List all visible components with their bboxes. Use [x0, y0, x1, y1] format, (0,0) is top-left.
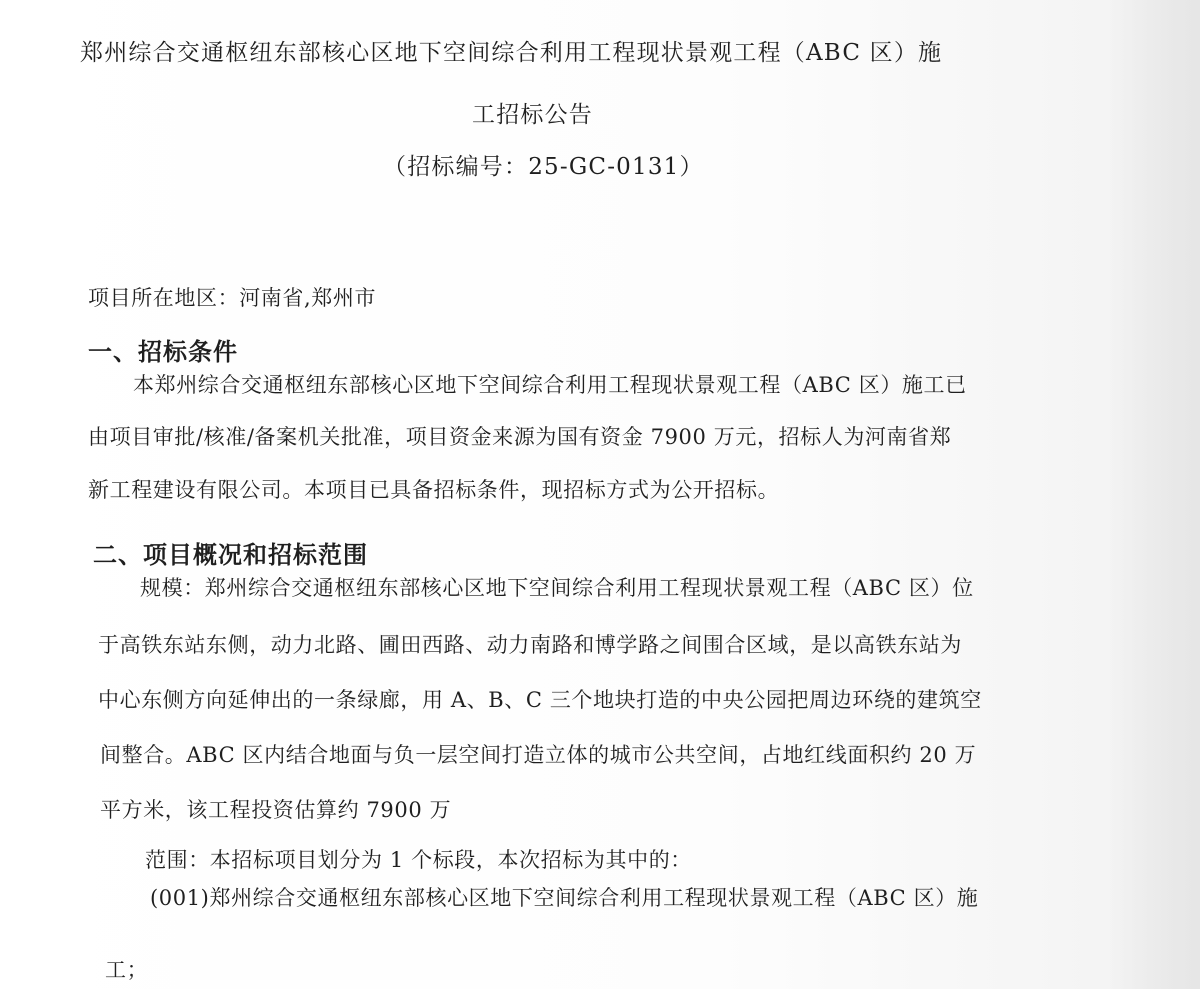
section-1-paragraph-line: 本郑州综合交通枢纽东部核心区地下空间综合利用工程现状景观工程（ABC 区）施工已 — [133, 373, 967, 397]
document-title-line-2: 工招标公告 — [472, 102, 593, 128]
page-edge-shadow — [1110, 0, 1200, 989]
document-title-line-1: 郑州综合交通枢纽东部核心区地下空间综合利用工程现状景观工程（ABC 区）施 — [80, 40, 943, 66]
section-1-paragraph-line: 由项目审批/核准/备案机关批准，项目资金来源为国有资金 7900 万元，招标人为河南省郑 — [88, 425, 952, 449]
bid-section-item-line: 工； — [105, 958, 149, 982]
scale-paragraph-line: 规模：郑州综合交通枢纽东部核心区地下空间综合利用工程现状景观工程（ABC 区）位 — [140, 576, 974, 600]
section-2-heading: 二、项目概况和招标范围 — [93, 541, 368, 569]
scope-line: 范围：本招标项目划分为 1 个标段，本次招标为其中的： — [145, 848, 692, 872]
project-location: 项目所在地区：河南省,郑州市 — [88, 286, 377, 310]
scale-paragraph-line: 中心东侧方向延伸出的一条绿廊，用 A、B、C 三个地块打造的中央公园把周边环绕的建筑空 — [98, 688, 982, 712]
scale-paragraph-line: 于高铁东站东侧，动力北路、圃田西路、动力南路和博学路之间围合区域，是以高铁东站为 — [98, 633, 962, 657]
bid-section-item-line: (001)郑州综合交通枢纽东部核心区地下空间综合利用工程现状景观工程（ABC 区）施 — [150, 886, 979, 910]
section-1-paragraph-line: 新工程建设有限公司。本项目已具备招标条件，现招标方式为公开招标。 — [88, 478, 780, 502]
scale-paragraph-line: 平方米，该工程投资估算约 7900 万 — [100, 798, 452, 822]
bid-number: （招标编号：25-GC-0131） — [383, 154, 704, 180]
section-1-heading: 一、招标条件 — [88, 338, 238, 366]
scale-paragraph-line: 间整合。ABC 区内结合地面与负一层空间打造立体的城市公共空间，占地红线面积约 20 万 — [100, 743, 977, 767]
